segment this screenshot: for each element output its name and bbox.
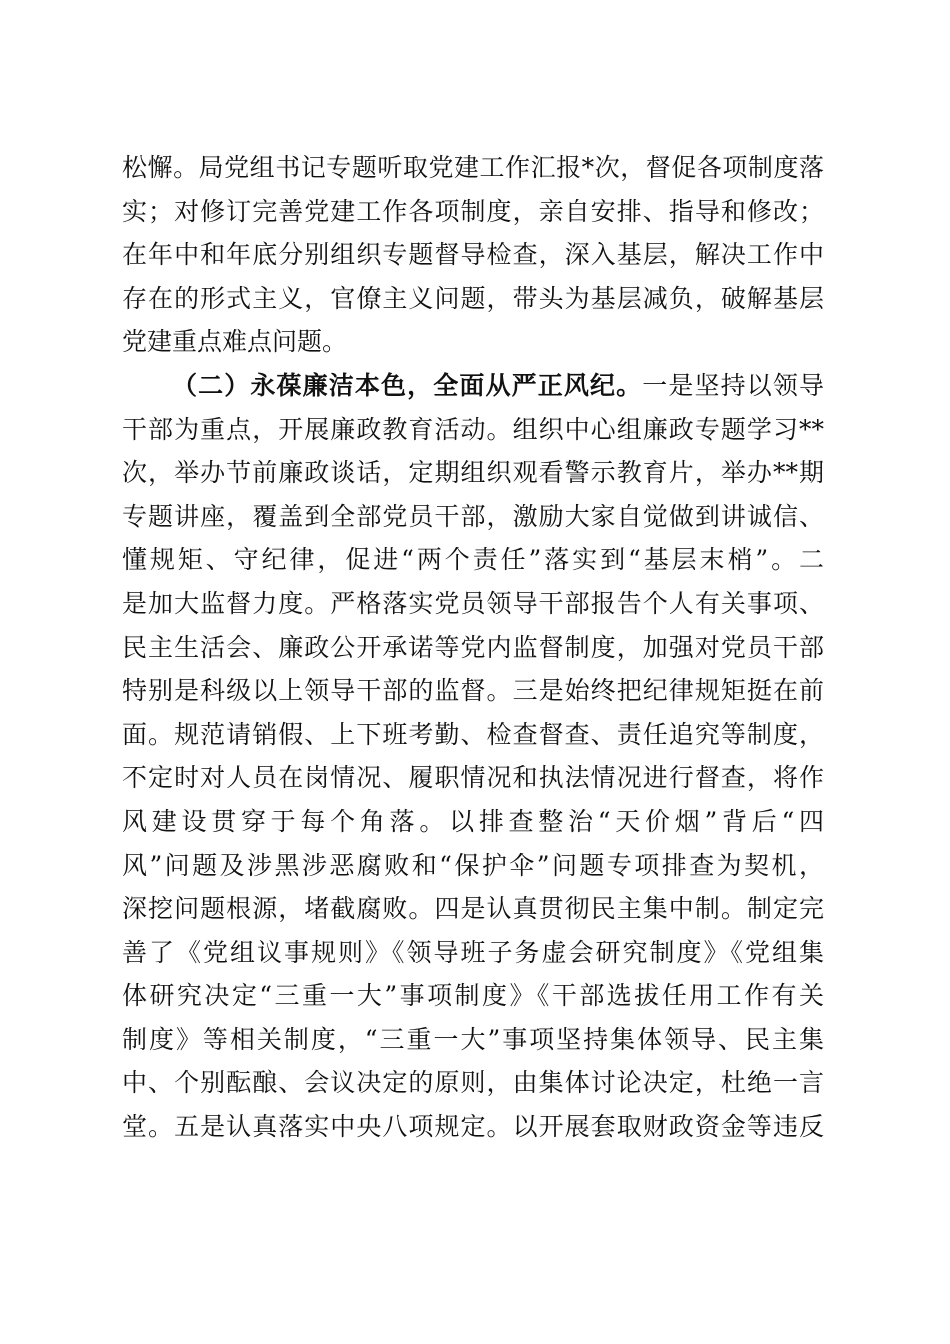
text-line: 面。规范请销假、上下班考勤、检查督查、责任追究等制度，	[122, 719, 824, 749]
text-line: 特别是科级以上领导干部的监督。三是始终把纪律规矩挺在前	[122, 676, 824, 706]
text-line: 实；对修订完善党建工作各项制度，亲自安排、指导和修改；	[122, 196, 824, 226]
text-line: 堂。五是认真落实中央八项规定。以开展套取财政资金等违反	[122, 1112, 824, 1142]
text-line	[122, 364, 824, 408]
text-line: 体研究决定“三重一大”事项制度》《干部选拔任用工作有关	[122, 981, 824, 1011]
text-line: 次，举办节前廉政谈话，定期组织观看警示教育片，举办**期	[122, 458, 824, 488]
text-line: 专题讲座，覆盖到全部党员干部，激励大家自觉做到讲诚信、	[122, 501, 824, 531]
text-line: 干部为重点，开展廉政教育活动。组织中心组廉政专题学习**	[122, 414, 824, 444]
paragraph-1	[122, 146, 824, 364]
text-line: 松懈。局党组书记专题听取党建工作汇报*次，督促各项制度落	[122, 153, 824, 182]
text-line: 是加大监督力度。严格落实党员领导干部报告个人有关事项、	[122, 588, 824, 618]
text-line: 制度》等相关制度，“三重一大”事项坚持集体领导、民主集	[122, 1024, 824, 1054]
text-line: 民主生活会、廉政公开承诺等党内监督制度，加强对党员干部	[122, 632, 824, 662]
text-line: 在年中和年底分别组织专题督导检查，深入基层，解决工作中	[122, 240, 824, 270]
text-line: 风”问题及涉黑涉恶腐败和“保护伞”问题专项排查为契机，	[122, 850, 824, 880]
section-heading: （二）永葆廉洁本色，全面从严正风纪。	[172, 370, 643, 400]
text-line: 党建重点难点问题。	[122, 327, 348, 357]
text-line: 深挖问题根源，堵截腐败。四是认真贯彻民主集中制。制定完	[122, 894, 824, 924]
text-line: 懂规矩、守纪律，促进“两个责任”落实到“基层末梢”。二	[122, 545, 824, 575]
text-line: 风建设贯穿于每个角落。以排查整治“天价烟”背后“四	[122, 806, 824, 836]
document-page	[122, 146, 824, 1149]
text-span: 一是坚持以领导	[642, 370, 824, 400]
text-line: 存在的形式主义，官僚主义问题，带头为基层减负，破解基层	[122, 283, 824, 313]
text-line: 不定时对人员在岗情况、履职情况和执法情况进行督查，将作	[122, 763, 824, 793]
text-line: 中、个别酝酿、会议决定的原则，由集体讨论决定，杜绝一言	[122, 1068, 824, 1098]
paragraph-2	[122, 364, 824, 1149]
text-line: 善了《党组议事规则》《领导班子务虚会研究制度》《党组集	[122, 937, 824, 967]
